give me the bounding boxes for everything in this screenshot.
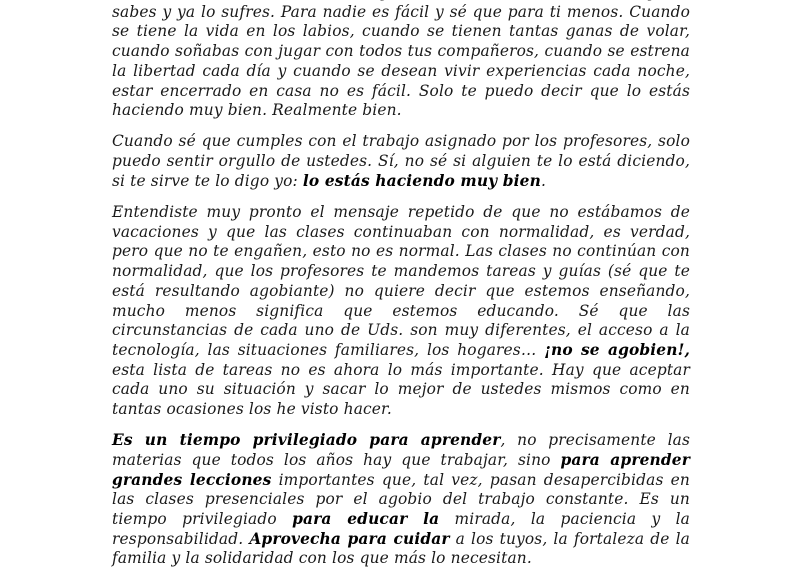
letter-body <box>112 0 690 581</box>
text-segment: esta lista de tareas no es ahora lo más importante. Hay que aceptar cada uno su situación y sacar lo mejor de ustedes mismos como en tantas ocasiones los he visto hacer. <box>112 360 690 419</box>
text-segment: sabes y ya lo sufres. Para nadie es fácil y sé que para ti menos. Cuando se tiene la vida en los labios, cuando se tienen tantas ganas de volar, cuando soñabas con jugar con todos tus compañeros, cuando se estrena la libertad cada día y cuando se desean vivir experiencias cada noche, estar encerrado en casa no es fácil. Solo te puedo decir que lo estás haciendo muy bien. Realmente bien. <box>112 2 690 120</box>
bold-text-segment: para aprender grandes lecciones <box>112 450 690 489</box>
bold-text-segment: lo estás haciendo muy bien <box>302 171 541 190</box>
bold-text-segment: ¡no se agobien!, <box>544 340 690 359</box>
bold-text-segment: para educar la <box>292 510 440 529</box>
text-segment: Entendiste muy pronto el mensaje repetido de que no estábamos de vacaciones y que las clases continuaban con normalidad, es verdad, pero que no te engañen, esto no es normal. Las clases no continúan con normalidad, que los profesores te mandemos tareas y guías (sé que te está resultando agobiante) no quiere decir que estemos enseñando, mucho menos significa que estemos educando. Sé que las circunstancias de cada uno de Uds. son muy diferentes, el acceso a la tecnología, las situaciones familiares, los hogares… <box>112 203 690 359</box>
text-segment: a los tuyos, la fortaleza de la familia y la solidaridad con los que más lo necesitan. <box>112 529 690 568</box>
bold-text-segment: Aprovecha para cuidar <box>249 529 450 548</box>
text-segment: mirada, la paciencia y la responsabilidad. <box>112 510 690 548</box>
paragraph <box>112 132 690 191</box>
bold-text-segment: Es un tiempo privilegiado para aprender <box>112 431 501 450</box>
paragraph <box>112 203 690 420</box>
text-segment: Cuando sé que cumples con el trabajo asignado por los profesores, solo puedo sentir orgullo de ustedes. Sí, no sé si alguien te lo está diciendo, si te sirve te lo digo yo: <box>112 132 690 190</box>
paragraph <box>112 0 690 121</box>
text-segment: , no precisamente las materias que todos los años hay que trabajar, sino <box>112 431 691 469</box>
paragraph <box>112 431 690 569</box>
text-segment: importantes que, tal vez, pasan desapercibidas en las clases presenciales por el agobio del trabajo constante. Es un tiempo privilegiado <box>112 470 690 529</box>
text-segment: . <box>540 171 547 190</box>
